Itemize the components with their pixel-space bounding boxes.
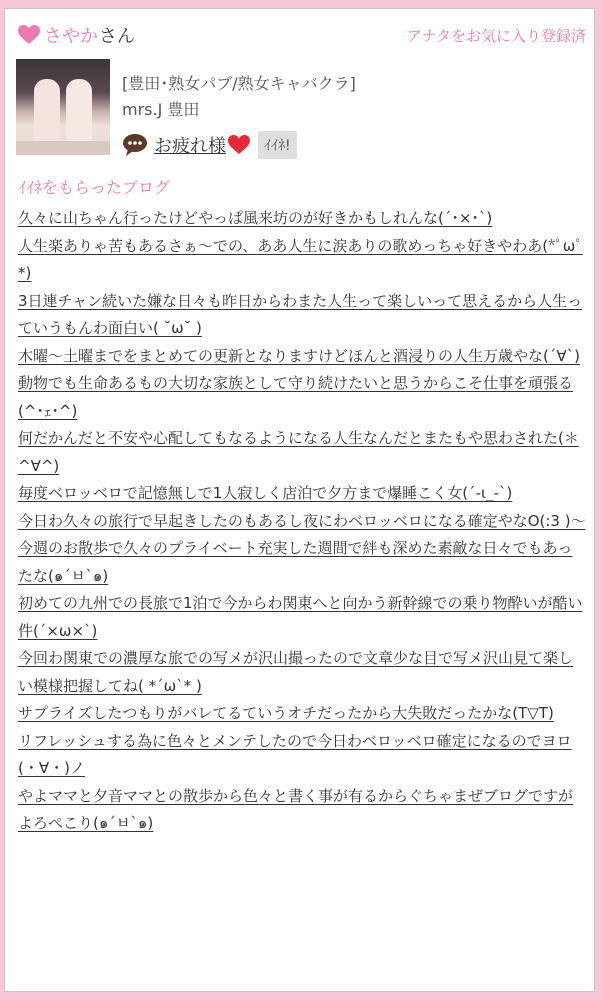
favorite-status: アナタをお気に入り登録済 xyxy=(406,26,586,45)
message-link[interactable]: お疲れ様 xyxy=(154,136,226,157)
heart-icon xyxy=(18,25,40,45)
list-item xyxy=(18,480,586,508)
blog-post-link[interactable]: やよママと夕音ママとの散歩から色々と書く事が有るからぐちゃまぜブログですがよろぺこり(๑´ㅂ`๑) xyxy=(18,786,574,832)
list-item xyxy=(18,783,586,838)
list-item xyxy=(18,728,586,783)
list-item xyxy=(18,590,586,645)
list-item xyxy=(18,288,586,343)
list-item xyxy=(18,645,586,700)
blog-post-link[interactable]: 今日わ久々の旅行で早起きしたのもあるし夜にわベロッベロになる確定やなO(:3 )～ xyxy=(18,511,586,530)
profile-block xyxy=(16,59,586,165)
speech-bubble-icon xyxy=(122,133,148,157)
blog-post-link[interactable]: 何だかんだと不安や心配してもなるようになる人生なんだとまたもや思わされた(＊^∀^) xyxy=(18,429,579,475)
list-item xyxy=(18,700,586,728)
girl-name-link[interactable] xyxy=(18,22,135,48)
shop-category: [豊田･熟女パブ/熟女キャバクラ] xyxy=(122,74,356,93)
blog-post-link[interactable]: 初めての九州での長旅で1泊で今からわ関東へと向かう新幹線での乗り物酔いが酷い件(´×ω×`) xyxy=(18,594,583,640)
blog-post-link[interactable]: 木曜〜土曜までをまとめての更新となりますけどほんと酒浸りの人生万歳やな(´∀`) xyxy=(18,346,580,365)
blog-post-link[interactable]: 人生楽ありゃ苦もあるさぁ〜での、ああ人生に涙ありの歌めっちゃ好きやわあ(*ﾟωﾟ*) xyxy=(18,236,583,282)
red-heart-icon xyxy=(228,135,250,155)
blog-post-link[interactable]: 今週のお散歩で久々のプライベート充実した週間で絆も深めた素敵な日々でもあったな(๑´ㅂ`๑) xyxy=(18,539,573,585)
blog-post-link[interactable]: 今回わ関東での濃厚な旅での写メが沢山撮ったので文章少な目で写メ沢山見て楽しい模様把握してね( *´ω`* ) xyxy=(18,649,574,695)
list-item xyxy=(18,343,586,371)
iine-button[interactable]: ｲｲﾈ! xyxy=(258,131,297,159)
blog-post-link[interactable]: 久々に山ちゃん行ったけどやっぱ風来坊のが好きかもしれんな(´･×･`) xyxy=(18,209,493,227)
blog-post-link[interactable]: リフレッシュする為に色々とメンテしたので今日わベロッベロ確定になるのでヨロ(・∀・)ノ xyxy=(18,731,572,777)
blog-list xyxy=(18,205,586,838)
profile-photo[interactable] xyxy=(16,59,110,155)
favorite-girl-card xyxy=(4,8,595,992)
blog-post-link[interactable]: 3日連チャン続いた嫌な日々も昨日からわまた人生って楽しいって思えるから人生っていうもんわ面白い( ˘ω˘ ) xyxy=(18,291,583,337)
section-title: ｲｲﾈをもらったブログ xyxy=(18,178,171,197)
list-item xyxy=(18,370,586,425)
list-item xyxy=(18,535,586,590)
list-item xyxy=(18,425,586,480)
list-item xyxy=(18,233,586,288)
honorific: さん xyxy=(99,26,135,47)
blog-post-link[interactable]: 動物でも生命あるもの大切な家族として守り続けたいと思うからこそ仕事を頑張る(^･ｪ･^) xyxy=(18,374,574,420)
list-item xyxy=(18,508,586,536)
message-row xyxy=(122,131,297,159)
blog-post-link[interactable]: サプライズしたつもりがバレてるていうオチだったから大失敗だったかな(T▽T) xyxy=(18,704,554,722)
card-header xyxy=(18,21,586,49)
blog-post-link[interactable]: 毎度ベロッベロで記憶無しで1人寂しく店泊で夕方まで爆睡こく女(´-ι_-`) xyxy=(18,484,513,502)
shop-name: mrs.J 豊田 xyxy=(122,100,200,119)
list-item xyxy=(18,205,586,233)
girl-name: さやか xyxy=(44,26,98,47)
